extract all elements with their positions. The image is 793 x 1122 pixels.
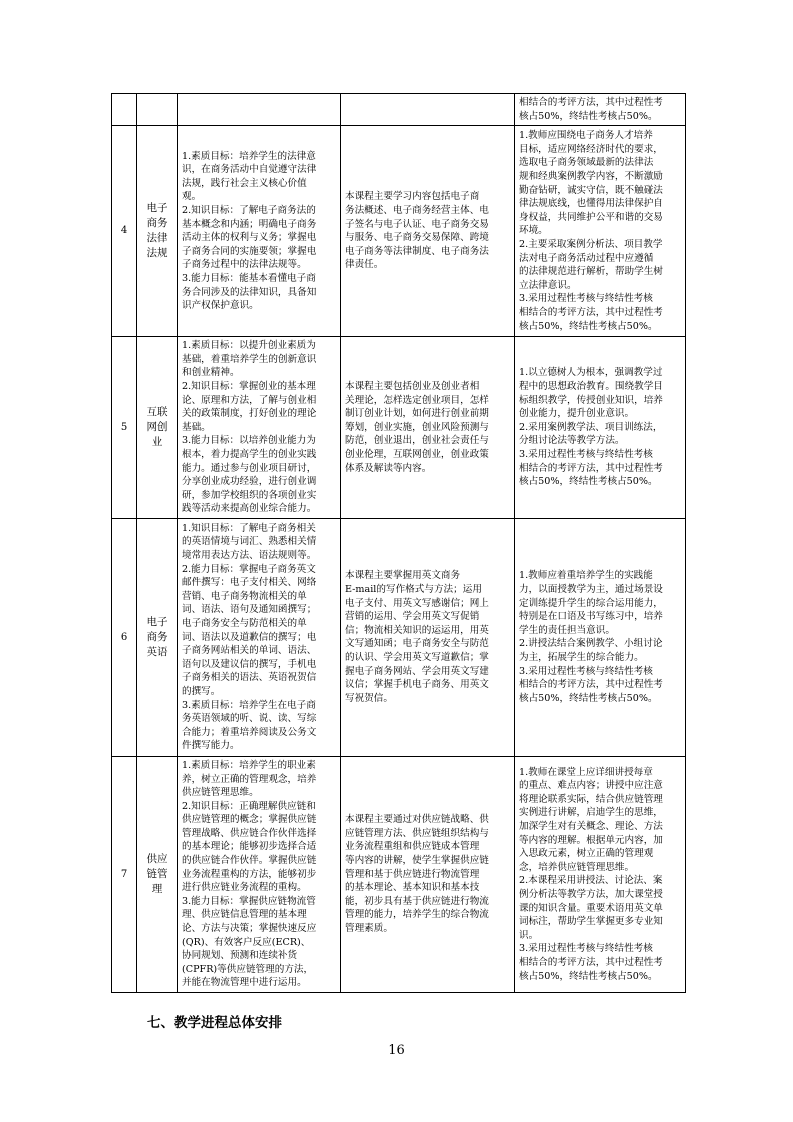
course-name: [137, 94, 178, 126]
course-goals: 1.素质目标：培养学生的法律意 识，在商务活动中自觉遵守法律 法规，践行社会主义核心价值 观。 2.知识目标：了解电子商务法的 基本概念和内涵；明确电子商务 活动主体的权利与义务；掌握电 子商务合同的实施要领；掌握电 子商务过程中的法律法规等。 3.能力目标：能基本看懂电子商 务合同涉及的法律知识，具备知 识产权保护意识。: [178, 126, 341, 337]
table-row: [112, 337, 686, 519]
course-table: [111, 93, 686, 993]
course-goals: 1.素质目标：以提升创业素质为 基础，着重培养学生的创新意识 和创业精神。 2.知识目标：掌握创业的基本理 论、原理和方法，了解与创业相 关的政策制度，打好创业的理论 基础。 3.能力目标：以培养创业能力为 根本，着力提高学生的创业实践 能力。通过参与创业项目研讨， 分享创业成功经验，进行创业调 研，参加学校组织的各项创业实 践等活动来提高创业综合能力。: [178, 337, 341, 519]
course-name: 供应 链管 理: [137, 756, 178, 992]
table-row: [112, 126, 686, 337]
page-number: 16: [388, 1043, 405, 1058]
teaching-method: 相结合的考评方法，其中过程性考 核占50%，终结性考核占50%。: [515, 94, 686, 126]
course-name: 电子 商务 法律 法规: [137, 126, 178, 337]
course-content: 本课程主要包括创业及创业者相 关理论，怎样选定创业项目，怎样 制订创业计划，如何进行创业前期 筹划，创业实施，创业风险预测与 防范，创业退出，创业社会责任与 创业伦理，互联网创业，创业政策 体系及解读等内容。: [341, 337, 515, 519]
teaching-method: 1.教师在课堂上应详细讲授每章 的重点、难点内容；讲授中应注意 将理论联系实际，结合供应链管理 实例进行讲解，启迪学生的思维， 加深学生对有关概念、理论、方法 等内容的理解。根据单元内容，加 入思政元素，树立正确的管理观 念，培养供应链管理思维。 2.本课程采用讲授法、讨论法、案 例分析法等教学方法，加大课堂授 课的知识含量。重要术语用英文单 词标注，帮助学生掌握更多专业知 识。 3.采用过程性考核与终结性考核 相结合的考评方法，其中过程性考 核占50%，终结性考核占50%。: [515, 756, 686, 992]
course-content: 本课程主要掌握用英文商务 E-mail的写作格式与方法；运用 电子支付、用英文写感谢信；网上 营销的运用、学会用英文写促销 信；物流相关知识的运运用，用英 文写通知函；电子商务安全与防范 的认识、学会用英文写道歉信；掌 握电子商务网站、学会用英文写建 议信；掌握手机电子商务、用英文 写祝贺信。: [341, 518, 515, 756]
row-number: [112, 94, 137, 126]
table-row: [112, 756, 686, 992]
teaching-method: 1.教师应着重培养学生的实践能 力，以面授教学为主，通过场景设 定训练提升学生的综合运用能力， 特别是在口语及书写练习中，培养 学生的责任担当意识。 2.讲授法结合案例教学、小组讨论 为主，拓展学生的综合能力。 3.采用过程性考核与终结性考核 相结合的考评方法，其中过程性考 核占50%，终结性考核占50%。: [515, 518, 686, 756]
course-goals: 1.素质目标：培养学生的职业素 养，树立正确的管理观念，培养 供应链管理思维。 2.知识目标：正确理解供应链和 供应链管理的概念；掌握供应链 管理战略、供应链合作伙伴选择 的基本理论；能够初步选择合适 的供应链合作伙伴。掌握供应链 业务流程重构的方法，能够初步 进行供应链业务流程的重构。 3.能力目标：掌握供应链物流管 理、供应链信息管理的基本理 论、方法与决策；掌握快速反应 (QR)、有效客户反应(ECR)、 协同规划、预测和连续补货 (CPFR)等供应链管理的方法， 并能在物流管理中进行运用。: [178, 756, 341, 992]
course-goals: [178, 94, 341, 126]
course-content: 本课程主要通过对供应链战略、供 应链管理方法、供应链组织结构与 业务流程重组和供应链成本管理 等内容的讲解，使学生掌握供应链 管理和基于供应链进行物流管理 的基本理论、基本知识和基本技 能，初步具有基于供应链进行物流 管理的能力，培养学生的综合物流 管理素质。: [341, 756, 515, 992]
row-number: 4: [112, 126, 137, 337]
row-number: 6: [112, 518, 137, 756]
course-content: [341, 94, 515, 126]
row-number: 7: [112, 756, 137, 992]
course-name: 互联 网创 业: [137, 337, 178, 519]
teaching-method: 1.以立德树人为根本，强调教学过 程中的思想政治教育。围绕教学目 标组织教学，传授创业知识，培养 创业能力，提升创业意识。 2.采用案例教学法、项目训练法， 分组讨论法等教学方法。 3.采用过程性考核与终结性考核 相结合的考评方法，其中过程性考 核占50%，终结性考核占50%。: [515, 337, 686, 519]
table-row: [112, 94, 686, 126]
table-row: [112, 518, 686, 756]
course-table-body: [112, 94, 686, 993]
section-heading: 七、教学进程总体安排: [147, 1015, 282, 1031]
course-name: 电子 商务 英语: [137, 518, 178, 756]
row-number: 5: [112, 337, 137, 519]
teaching-method: 1.教师应围绕电子商务人才培养 目标，适应网络经济时代的要求， 选取电子商务领域最新的法律法 规和经典案例教学内容，不断激励 勤奋钻研，诚实守信，既不触碰法 律法规底线，也懂得用法律保护自 身权益，共同维护公平和谐的交易 环境。 2.主要采取案例分析法、项目教学 法对电子商务活动过程中应遵循 的法律规范进行解析，帮助学生树 立法律意识。 3.采用过程性考核与终结性考核 相结合的考评方法，其中过程性考 核占50%，终结性考核占50%。: [515, 126, 686, 337]
course-content: 本课程主要学习内容包括电子商 务法概述、电子商务经营主体、电 子签名与电子认证、电子商务交易 与服务、电子商务交易保障、跨境 电子商务等法律制度、电子商务法 律责任。: [341, 126, 515, 337]
course-goals: 1.知识目标：了解电子商务相关 的英语情境与词汇、熟悉相关情 境常用表达方法、语法规则等。 2.能力目标：掌握电子商务英文 邮件撰写：电子支付相关、网络 营销、电子商务物流相关的单 词、语法、语句及通知函撰写； 电子商务安全与防范相关的单 词、语法以及道歉信的撰写；电 子商务网站相关的单词、语法、 语句以及建议信的撰写，手机电 子商务相关的语法、英语祝贺信 的撰写。 3.素质目标：培养学生在电子商 务英语领域的听、说、读、写综 合能力；着重培养阅读及公务文 件撰写能力。: [178, 518, 341, 756]
